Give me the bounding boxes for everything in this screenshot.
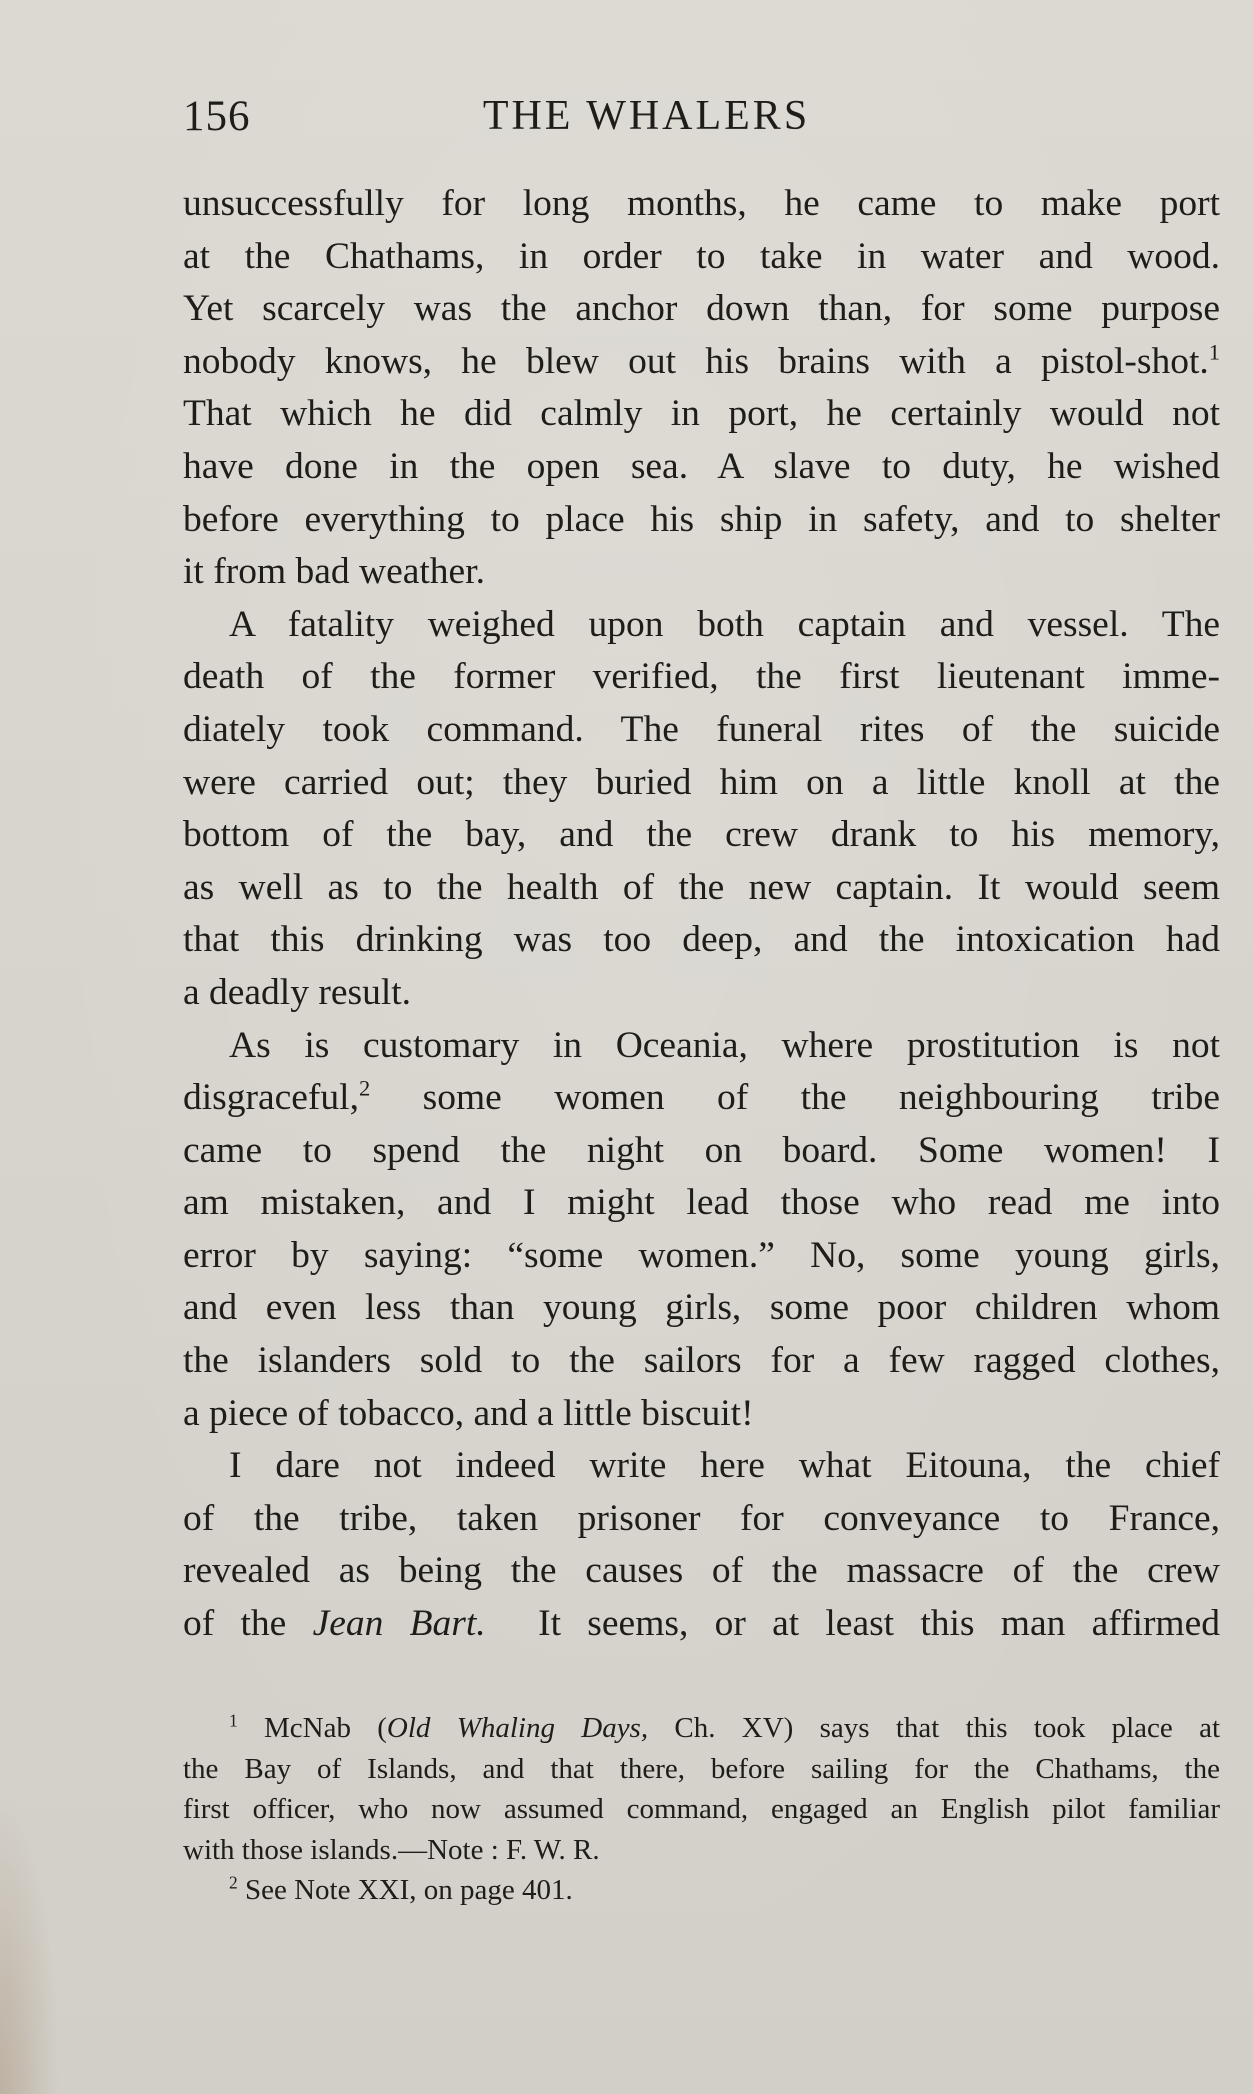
footnote-line: the Bay of Islands, and that there, before sailing for the Chathams, the <box>183 1752 1220 1785</box>
text-line-content: of the <box>183 1603 313 1645</box>
text-line-content: nobody knows, he blew out his brains with a pistol-shot. <box>183 340 1209 382</box>
paragraph <box>183 1440 1220 1650</box>
body-text <box>183 178 1220 1651</box>
footnotes <box>183 1708 1220 1911</box>
footnote-2 <box>183 1870 1220 1911</box>
footnote-line: with those islands.—Note : F. W. R. <box>183 1833 600 1866</box>
text-line: revealed as being the causes of the massacre of the crew <box>183 1550 1220 1592</box>
footnote-text: See Note XXI, on page 401. <box>237 1874 573 1906</box>
footnote-1 <box>183 1708 1220 1870</box>
text-line: a deadly result. <box>183 971 412 1013</box>
text-line: bottom of the bay, and the crew drank to his memory, <box>183 814 1220 856</box>
text-line: diately took command. The funeral rites of the suicide <box>183 708 1220 750</box>
text-line: death of the former verified, the first lieutenant imme- <box>183 656 1220 698</box>
text-line-with-italic <box>183 1598 1220 1651</box>
paragraph <box>183 1020 1220 1441</box>
footnote-line <box>183 1870 1220 1911</box>
text-line: am mistaken, and I might lead those who read me into <box>183 1182 1220 1224</box>
text-line: a piece of tobacco, and a little biscuit! <box>183 1392 754 1434</box>
footnote-line <box>183 1708 1220 1749</box>
paragraph <box>183 599 1220 1020</box>
running-head <box>183 92 1220 152</box>
text-line: it from bad weather. <box>183 551 485 593</box>
footnote-ref: 1 <box>1208 339 1220 365</box>
text-line: I dare not indeed write here what Eitouna, the chief <box>229 1445 1220 1487</box>
footnote-marker: 1 <box>229 1710 238 1731</box>
text-line: That which he did calmly in port, he certainly would not <box>183 393 1220 435</box>
text-line: were carried out; they buried him on a little knoll at the <box>183 761 1220 803</box>
text-line: A fatality weighed upon both captain and vessel. The <box>229 603 1220 645</box>
text-line: and even less than young girls, some poor children whom <box>183 1287 1220 1329</box>
footnote-text: Ch. XV) says that this took place at <box>648 1712 1221 1744</box>
text-line: of the tribe, taken prisoner for conveyance to France, <box>183 1497 1220 1539</box>
text-line: at the Chathams, in order to take in water and wood. <box>183 235 1220 277</box>
text-line: that this drinking was too deep, and the intoxication had <box>183 919 1220 961</box>
footnote-ref: 2 <box>358 1075 371 1101</box>
book-title: Old Whaling Days, <box>386 1712 649 1744</box>
text-line: have done in the open sea. A slave to duty, he wished <box>183 445 1220 487</box>
text-line-with-ref <box>183 1072 1220 1125</box>
footnote-marker: 2 <box>229 1872 238 1893</box>
page-number: 156 <box>183 93 251 140</box>
text-line-with-ref <box>183 336 1220 389</box>
text-line: Yet scarcely was the anchor down than, for some purpose <box>183 288 1220 330</box>
page-edge-stain <box>0 1794 60 2094</box>
paragraph <box>183 178 1220 599</box>
running-title: THE WHALERS <box>482 93 811 139</box>
text-line-content: disgraceful, <box>183 1077 359 1119</box>
text-line-content: It seems, or at least this man affirmed <box>538 1603 1220 1645</box>
ship-name: Jean Bart. <box>312 1603 486 1645</box>
footnote-line: first officer, who now assumed command, engaged an English pilot familiar <box>183 1793 1220 1825</box>
footnote-text: McNab ( <box>237 1712 387 1744</box>
text-line: came to spend the night on board. Some women! I <box>183 1129 1220 1171</box>
text-line: error by saying: “some women.” No, some young girls, <box>183 1234 1220 1276</box>
text-line: as well as to the health of the new captain. It would seem <box>183 866 1220 908</box>
text-line: unsuccessfully for long months, he came to make port <box>183 183 1220 224</box>
text-line: As is customary in Oceania, where prostitution is not <box>229 1024 1220 1066</box>
text-line: before everything to place his ship in safety, and to shelter <box>183 498 1220 540</box>
text-line: the islanders sold to the sailors for a few ragged clothes, <box>183 1340 1220 1382</box>
text-line-content: some women of the neighbouring tribe <box>370 1077 1220 1119</box>
